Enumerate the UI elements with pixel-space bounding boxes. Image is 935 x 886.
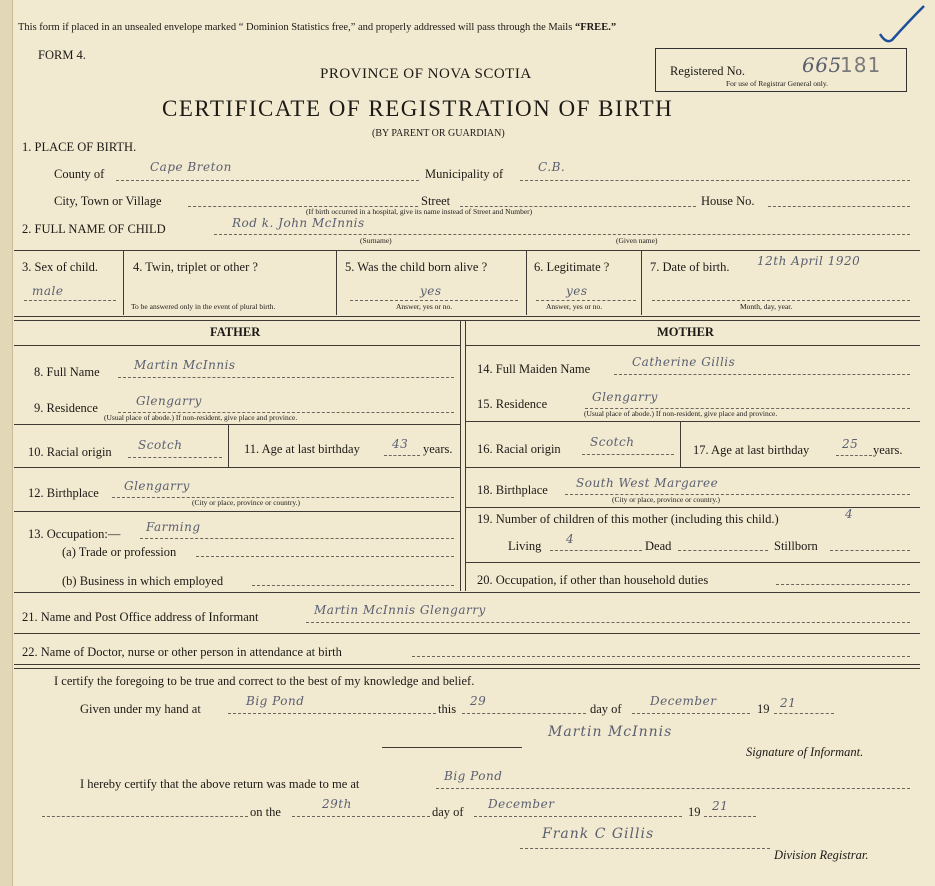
father-birthplace-label: 12. Birthplace — [28, 486, 99, 500]
mother-racial-value: Scotch — [590, 435, 635, 449]
division-registrar-label: Division Registrar. — [774, 848, 869, 862]
dob-note: Month, day, year. — [740, 302, 793, 311]
mother-age-unit: years. — [873, 443, 903, 457]
mail-notice-text: This form if placed in an unsealed envelope marked “ Dominion Statistics free,” and properly addressed will pass through the Mails — [18, 22, 573, 33]
house-label: House No. — [701, 194, 755, 208]
child-name-label: 2. FULL NAME OF CHILD — [22, 222, 166, 236]
signature-label: Signature of Informant. — [746, 745, 864, 759]
mother-birthplace-label: 18. Birthplace — [477, 483, 548, 497]
father-age-label: 11. Age at last birthday — [244, 442, 360, 456]
month-value: December — [650, 694, 717, 708]
living-label: Living — [508, 539, 542, 553]
twin-note: To be answered only in the event of plural birth. — [131, 302, 276, 311]
registrar-year-prefix: 19 — [688, 805, 701, 819]
sex-value: male — [32, 284, 64, 298]
informant-signature: Martin McInnis — [548, 724, 673, 740]
on-the-label: on the — [250, 805, 281, 819]
mother-residence-label: 15. Residence — [477, 397, 548, 411]
father-residence-value: Glengarry — [136, 394, 202, 408]
given-under-label: Given under my hand at — [80, 702, 201, 716]
registered-note: For use of Registrar General only. — [726, 79, 828, 88]
legitimate-value: yes — [566, 284, 588, 298]
child-name-value: Rod k. John McInnis — [232, 216, 365, 230]
doctor-label: 22. Name of Doctor, nurse or other person in attendance at birth — [22, 645, 342, 659]
certificate-subtitle: (BY PARENT OR GUARDIAN) — [372, 128, 505, 139]
mother-age-value: 25 — [842, 437, 859, 451]
living-value: 4 — [566, 532, 575, 546]
father-birthplace-value: Glengarry — [124, 479, 190, 493]
registered-handwritten: 665 — [802, 53, 842, 77]
mother-maiden-label: 14. Full Maiden Name — [477, 362, 591, 376]
place-of-birth-label: 1. PLACE OF BIRTH. — [22, 140, 137, 154]
children-count-label: 19. Number of children of this mother (including this child.) — [477, 512, 779, 526]
alive-note: Answer, yes or no. — [396, 302, 453, 311]
mother-heading: MOTHER — [657, 325, 714, 339]
form-number: FORM 4. — [38, 48, 86, 62]
year-suffix: 21 — [780, 696, 797, 710]
father-racial-value: Scotch — [138, 438, 183, 452]
mail-notice-free: “FREE.” — [574, 22, 617, 33]
father-occupation-value: Farming — [146, 520, 201, 534]
father-residence-label: 9. Residence — [34, 401, 98, 415]
mother-age-label: 17. Age at last birthday — [693, 443, 810, 457]
registered-label: Registered No. — [670, 64, 745, 78]
registrar-text: I hereby certify that the above return was made to me at — [80, 777, 360, 791]
given-name-note: (Given name) — [616, 236, 658, 245]
year-prefix: 19 — [757, 702, 770, 716]
mail-notice — [18, 22, 616, 33]
dead-label: Dead — [645, 539, 672, 553]
certificate-title: CERTIFICATE OF REGISTRATION OF BIRTH — [162, 96, 674, 121]
registrar-day-of-label: day of — [432, 805, 464, 819]
county-value: Cape Breton — [150, 160, 232, 174]
hospital-note: (If birth occurred in a hospital, give its name instead of Street and Number) — [306, 207, 533, 216]
mother-residence-note: (Usual place of abode.) If non-resident, give place and province. — [584, 409, 778, 418]
registered-printed: 181 — [840, 53, 882, 77]
father-age-unit: years. — [423, 442, 453, 456]
alive-value: yes — [420, 284, 442, 298]
certify-text: I certify the foregoing to be true and correct to the best of my knowledge and belief. — [54, 674, 475, 688]
father-residence-note: (Usual place of abode.) If non-resident, give place and province. — [104, 413, 298, 422]
mother-maiden-value: Catherine Gillis — [632, 355, 736, 369]
registrar-month-value: December — [488, 797, 555, 811]
municipality-label: Municipality of — [425, 167, 504, 181]
province-heading: PROVINCE OF NOVA SCOTIA — [320, 66, 532, 82]
given-place-value: Big Pond — [246, 694, 305, 708]
mother-birthplace-value: South West Margaree — [576, 476, 719, 490]
legitimate-label: 6. Legitimate ? — [534, 260, 610, 274]
children-count-value: 4 — [845, 507, 854, 521]
dob-label: 7. Date of birth. — [650, 260, 730, 274]
day-of-label: day of — [590, 702, 622, 716]
street-label: Street — [421, 194, 451, 208]
alive-label: 5. Was the child born alive ? — [345, 260, 488, 274]
trade-label: (a) Trade or profession — [62, 545, 177, 559]
this-label: this — [438, 702, 457, 716]
mother-racial-label: 16. Racial origin — [477, 442, 561, 456]
informant-value: Martin McInnis Glengarry — [314, 603, 486, 617]
father-racial-label: 10. Racial origin — [28, 445, 112, 459]
father-age-value: 43 — [392, 437, 409, 451]
mother-birthplace-note: (City or place, province or country.) — [612, 495, 721, 504]
mother-residence-value: Glengarry — [592, 390, 658, 404]
county-label: County of — [54, 167, 105, 181]
twin-label: 4. Twin, triplet or other ? — [133, 260, 258, 274]
this-day-value: 29 — [470, 694, 487, 708]
father-birthplace-note: (City or place, province or country.) — [192, 498, 301, 507]
informant-label: 21. Name and Post Office address of Informant — [22, 610, 259, 624]
legitimate-note: Answer, yes or no. — [546, 302, 603, 311]
registrar-year-suffix: 21 — [712, 799, 729, 813]
registrar-signature: Frank C Gillis — [542, 826, 655, 842]
father-occupation-label: 13. Occupation:— — [28, 527, 121, 541]
city-label: City, Town or Village — [54, 194, 162, 208]
left-margin-strip — [0, 0, 13, 886]
municipality-value: C.B. — [538, 160, 566, 174]
check-mark-icon — [878, 4, 928, 46]
registrar-place-value: Big Pond — [444, 769, 503, 783]
stillborn-label: Stillborn — [774, 539, 818, 553]
registrar-day-value: 29th — [322, 797, 352, 811]
dob-value: 12th April 1920 — [757, 254, 861, 268]
father-name-value: Martin McInnis — [134, 358, 236, 372]
registered-number-box — [655, 48, 907, 92]
mother-occupation-label: 20. Occupation, if other than household duties — [477, 573, 709, 587]
father-name-label: 8. Full Name — [34, 365, 100, 379]
sex-label: 3. Sex of child. — [22, 260, 99, 274]
father-heading: FATHER — [210, 325, 261, 339]
business-label: (b) Business in which employed — [62, 574, 224, 588]
surname-note: (Surname) — [360, 236, 392, 245]
